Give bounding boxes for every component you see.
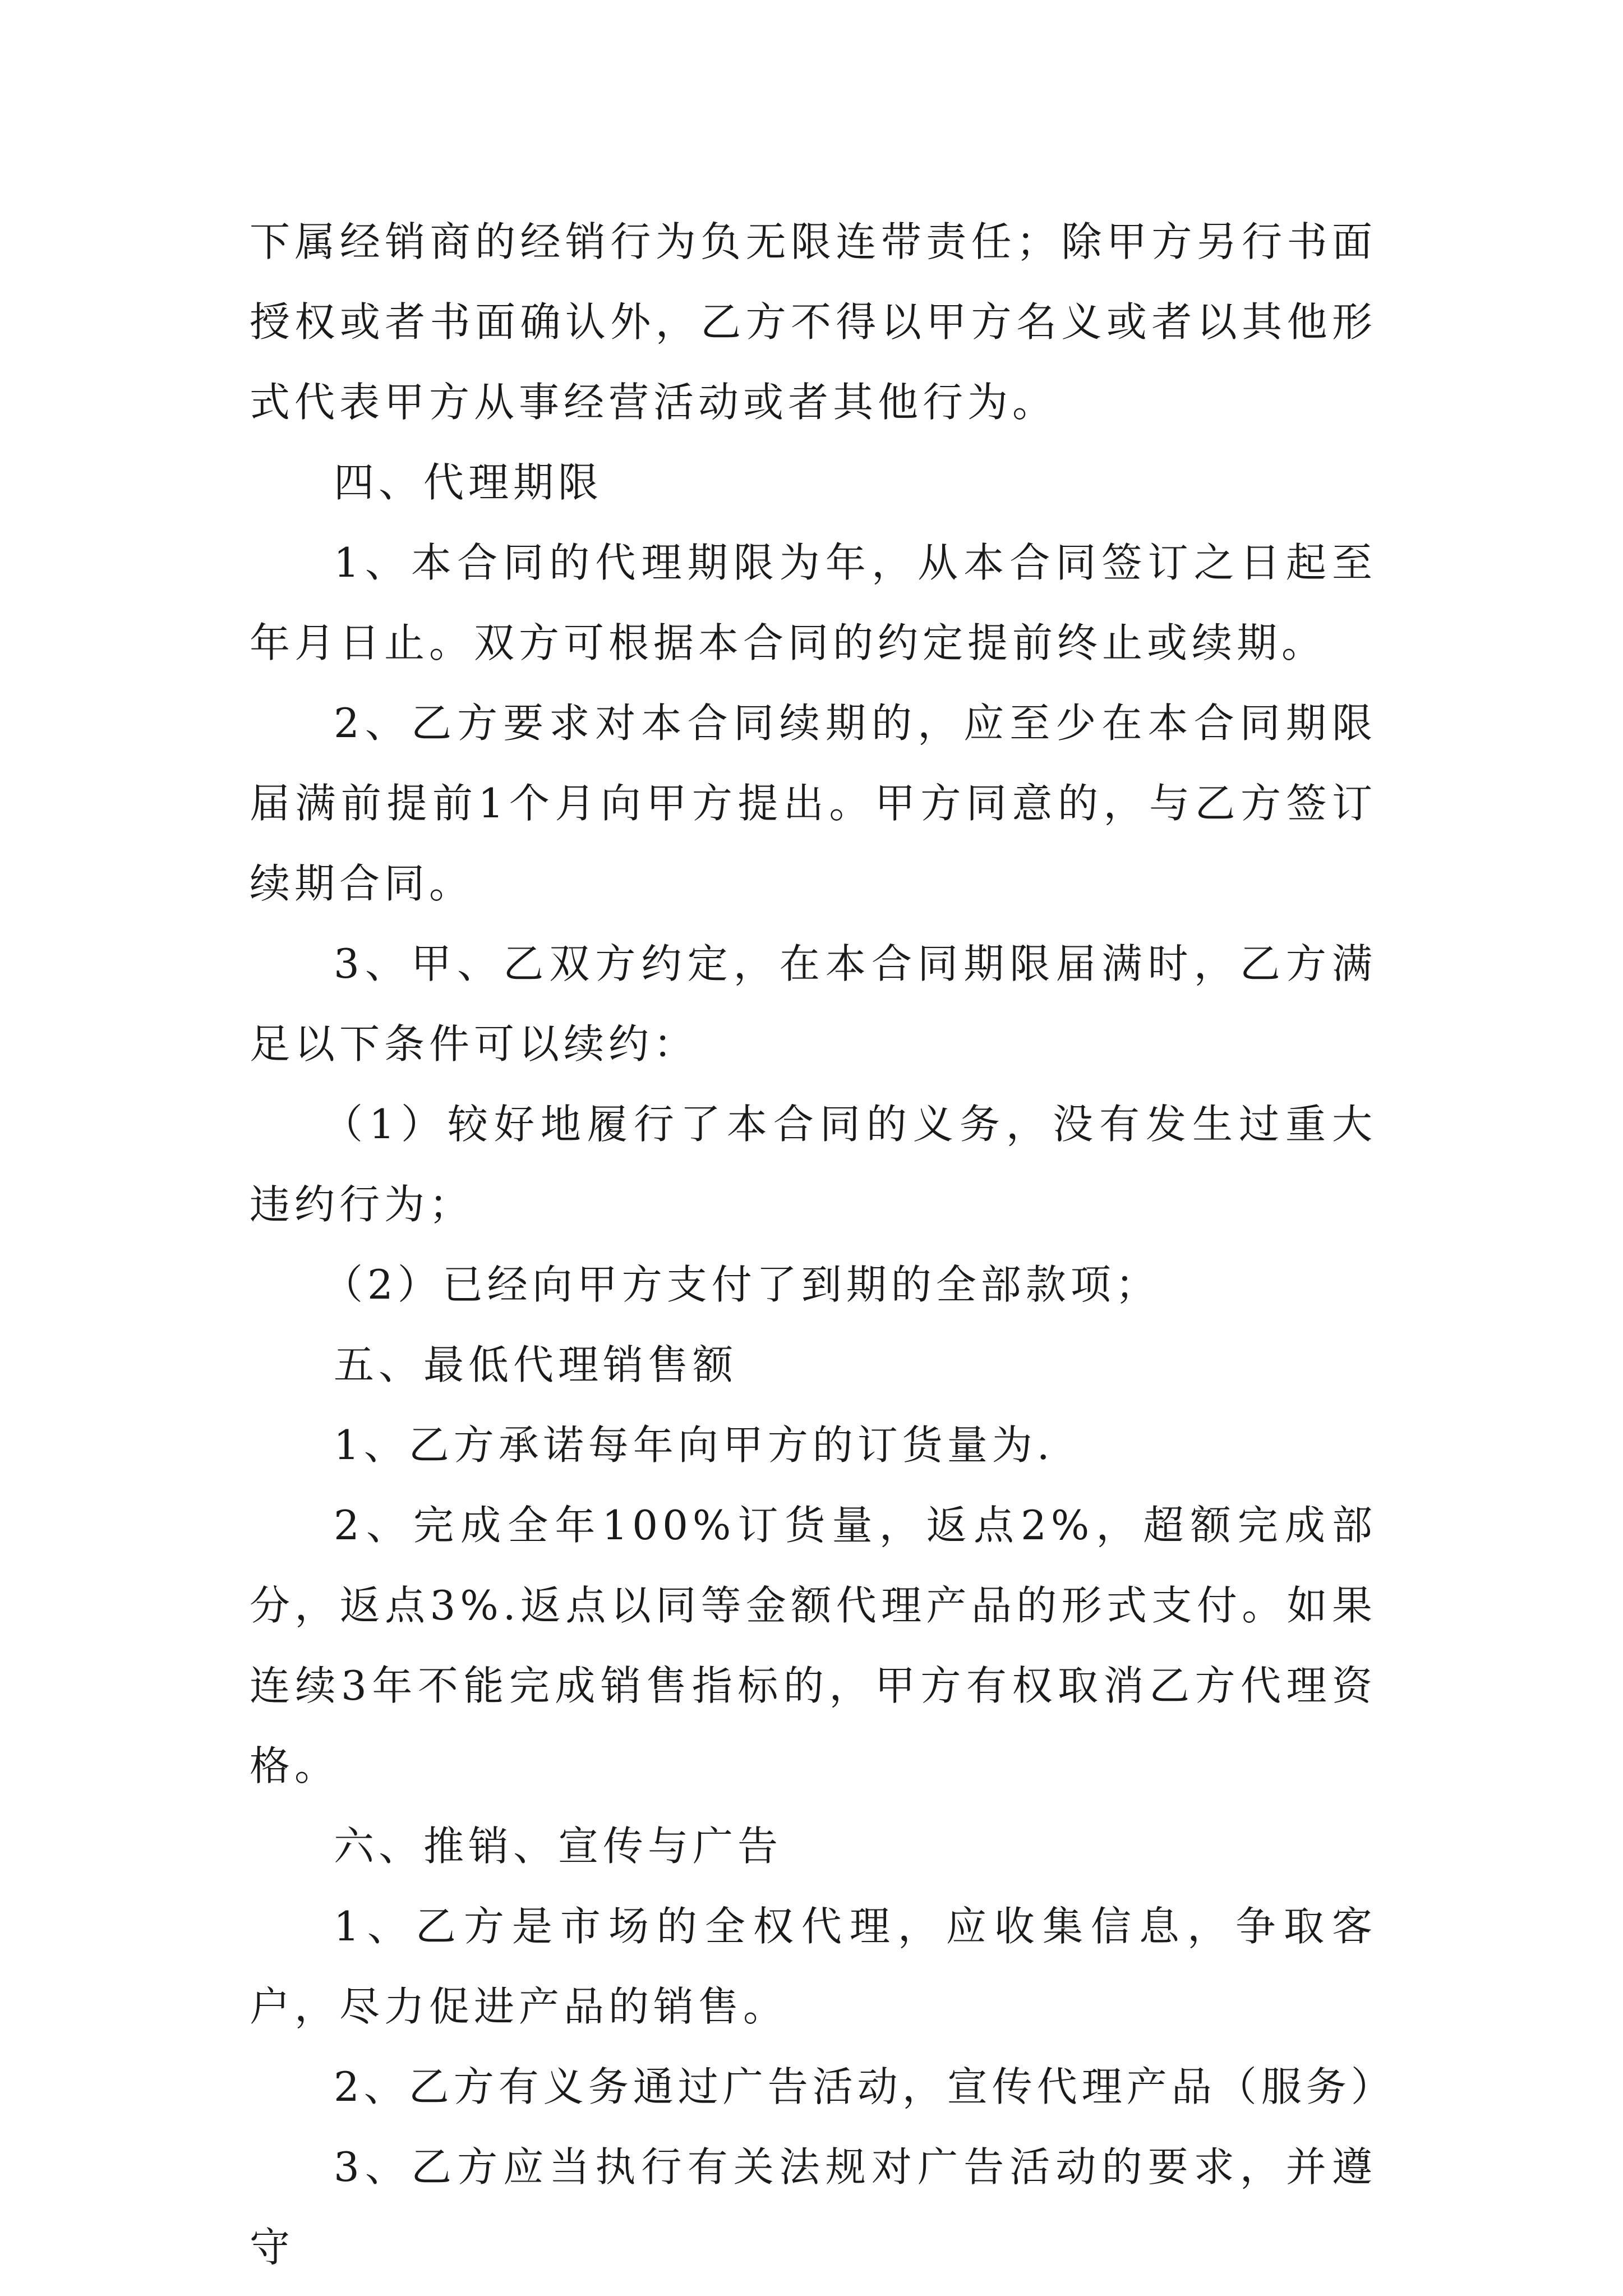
section-heading-term: 四、代理期限 bbox=[334, 459, 603, 506]
clause-4-3: 3、甲、乙双方约定，在本合同期限届满时，乙方满足以下条件可以续约： bbox=[250, 940, 1377, 1068]
clause-4-2: 2、乙方要求对本合同续期的，应至少在本合同期限届满前提前1个月向甲方提出。甲方同意的，与乙方签订续期合同。 bbox=[250, 700, 1377, 907]
paragraph-continuation: 下属经销商的经销行为负无限连带责任；除甲方另行书面授权或者书面确认外，乙方不得以甲方名义或者以其他形式代表甲方从事经营活动或者其他行为。 bbox=[250, 218, 1377, 426]
clause-6-1: 1、乙方是市场的全权代理，应收集信息，争取客户，尽力促进产品的销售。 bbox=[250, 1903, 1377, 2030]
clause-6-3: 3、乙方应当执行有关法规对广告活动的要求，并遵守 bbox=[250, 2143, 1377, 2271]
clause-5-2: 2、完成全年100%订货量，返点2%，超额完成部分，返点3%.返点以同等金额代理产品的形式支付。如果连续3年不能完成销售指标的，甲方有权取消乙方代理资格。 bbox=[250, 1502, 1377, 1789]
clause-4-3-item-1: （1）较好地履行了本合同的义务，没有发生过重大违约行为； bbox=[250, 1101, 1377, 1228]
clause-5-1: 1、乙方承诺每年向甲方的订货量为. bbox=[334, 1421, 1054, 1469]
clause-4-3-item-2: （2）已经向甲方支付了到期的全部款项； bbox=[322, 1261, 1160, 1308]
section-heading-promotion: 六、推销、宣传与广告 bbox=[334, 1823, 783, 1870]
contract-body bbox=[250, 202, 1396, 2288]
clause-6-2: 2、乙方有义务通过广告活动，宣传代理产品（服务） bbox=[334, 2063, 1396, 2110]
clause-4-1: 1、本合同的代理期限为年，从本合同签订之日起至年月日止。双方可根据本合同的约定提前终止或续期。 bbox=[250, 539, 1377, 666]
section-heading-minimum-sales: 五、最低代理销售额 bbox=[334, 1341, 738, 1388]
